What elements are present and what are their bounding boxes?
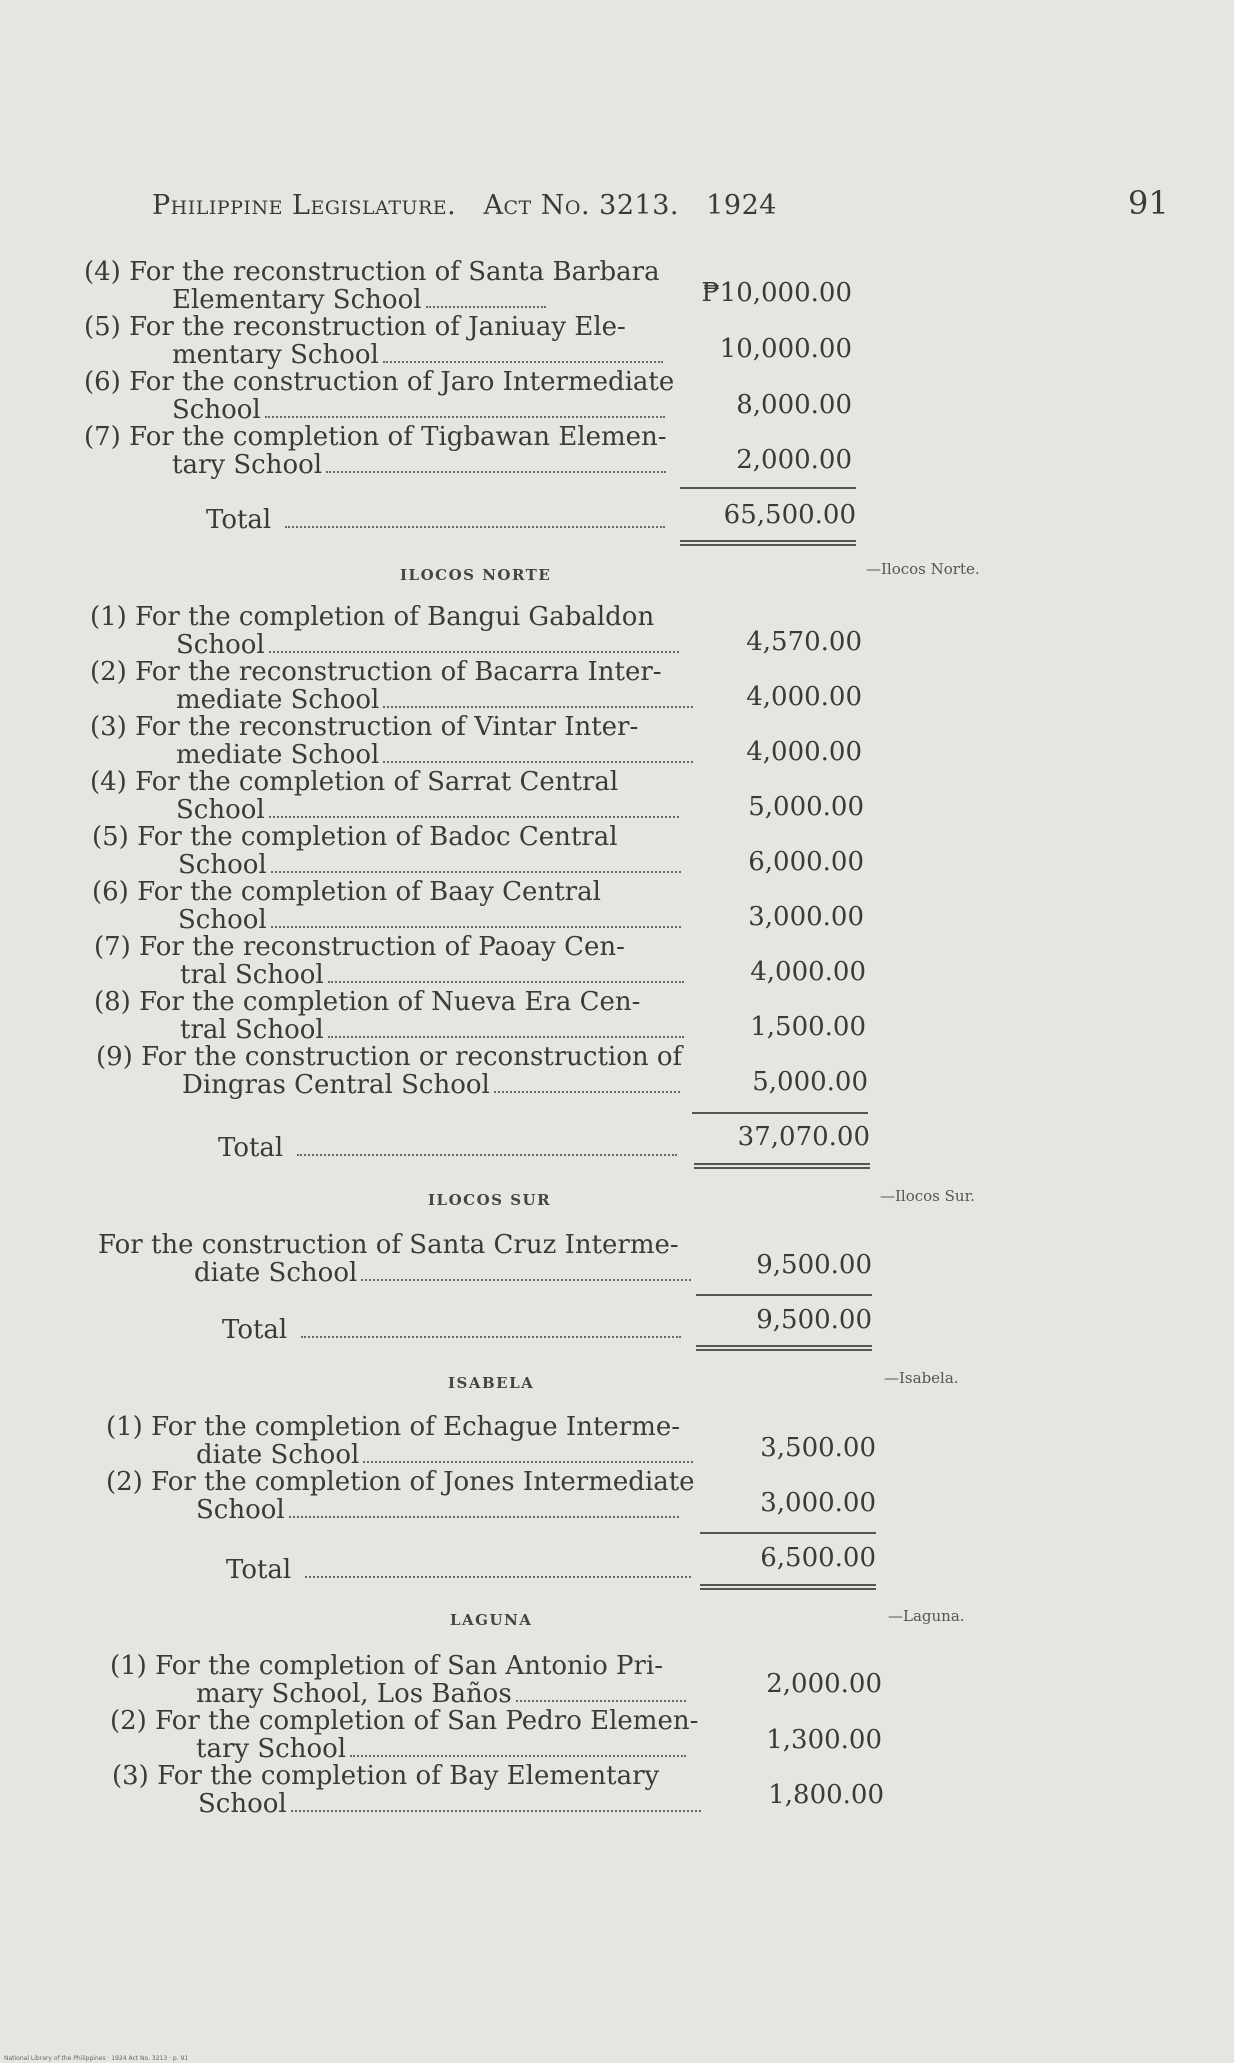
item-amount: 9,500.00 bbox=[756, 1250, 872, 1280]
list-item: (8) For the completion of Nueva Era Cen- tral School bbox=[94, 988, 684, 1044]
list-item: (4) For the completion of Sarrat Central School bbox=[90, 768, 679, 824]
subtotal-rule bbox=[680, 487, 856, 489]
total-double-rule bbox=[694, 1163, 870, 1169]
list-item: For the construction of Santa Cruz Interme- diate School bbox=[98, 1231, 691, 1287]
total-amount: 6,500.00 bbox=[760, 1543, 876, 1573]
total-double-rule bbox=[700, 1584, 876, 1590]
running-header bbox=[152, 190, 777, 221]
list-item: (5) For the completion of Badoc Central School bbox=[92, 823, 681, 879]
total-label: Total bbox=[206, 505, 665, 535]
item-amount: 2,000.00 bbox=[766, 1669, 882, 1699]
item-amount: 6,000.00 bbox=[748, 847, 864, 877]
list-item: (7) For the completion of Tigbawan Elemen- tary School bbox=[84, 422, 667, 480]
header-legislature: Philippine Legislature. bbox=[152, 190, 457, 221]
item-amount: 5,000.00 bbox=[748, 792, 864, 822]
list-item: (6) For the construction of Jaro Intermediate School bbox=[84, 367, 675, 425]
total-amount: 65,500.00 bbox=[723, 500, 856, 530]
item-amount: 1,500.00 bbox=[750, 1012, 866, 1042]
item-amount: 10,000.00 bbox=[719, 334, 852, 364]
list-item: (6) For the completion of Baay Central School bbox=[92, 878, 681, 934]
item-amount: 3,000.00 bbox=[760, 1488, 876, 1518]
list-item: (4) For the reconstruction of Santa Barbara Elementary School bbox=[84, 257, 660, 315]
item-amount: 1,800.00 bbox=[768, 1780, 884, 1810]
header-act: Act No. 3213. bbox=[483, 190, 679, 221]
item-amount: 4,000.00 bbox=[750, 957, 866, 987]
total-label: Total bbox=[222, 1315, 681, 1345]
item-amount: ₱10,000.00 bbox=[701, 278, 852, 308]
item-amount: 4,000.00 bbox=[746, 737, 862, 767]
scan-footer: National Library of the Philippines · 1924 Act No. 3213 · p. 91 bbox=[4, 2055, 189, 2062]
subtotal-rule bbox=[696, 1294, 872, 1296]
list-item: (5) For the reconstruction of Janiuay Ele- mentary School bbox=[84, 313, 663, 369]
item-amount: 4,000.00 bbox=[746, 682, 862, 712]
header-year: 1924 bbox=[706, 190, 777, 221]
list-item: (1) For the completion of Bangui Gabaldon School bbox=[90, 603, 679, 659]
item-amount: 4,570.00 bbox=[746, 627, 862, 657]
list-item: (2) For the completion of San Pedro Elemen- tary School bbox=[110, 1706, 699, 1764]
item-amount: 8,000.00 bbox=[736, 390, 852, 420]
margin-note-isabela: —Isabela. bbox=[884, 1369, 959, 1387]
total-label: Total bbox=[218, 1133, 677, 1163]
margin-note-ilocos-sur: —Ilocos Sur. bbox=[880, 1187, 975, 1205]
margin-note-laguna: —Laguna. bbox=[888, 1607, 965, 1625]
total-double-rule bbox=[696, 1345, 872, 1351]
section-heading-laguna: LAGUNA bbox=[450, 1611, 533, 1629]
total-amount: 37,070.00 bbox=[737, 1122, 870, 1152]
item-amount: 2,000.00 bbox=[736, 445, 852, 475]
item-amount: 3,500.00 bbox=[760, 1433, 876, 1463]
section-heading-isabela: ISABELA bbox=[448, 1374, 535, 1392]
section-heading-ilocos-norte: ILOCOS NORTE bbox=[400, 566, 552, 584]
item-amount: 5,000.00 bbox=[752, 1067, 868, 1097]
list-item: (2) For the reconstruction of Bacarra Inter- mediate School bbox=[90, 658, 693, 714]
list-item: (3) For the completion of Bay Elementary School bbox=[112, 1762, 701, 1818]
subtotal-rule bbox=[692, 1112, 868, 1114]
list-item: (1) For the completion of Echague Interme- diate School bbox=[106, 1413, 693, 1469]
item-amount: 1,300.00 bbox=[766, 1725, 882, 1755]
page-number: 91 bbox=[1128, 184, 1169, 222]
list-item: (7) For the reconstruction of Paoay Cen- tral School bbox=[94, 933, 684, 989]
total-double-rule bbox=[680, 540, 856, 546]
list-item: (1) For the completion of San Antonio Pri- mary School, Los Baños bbox=[110, 1652, 686, 1708]
total-label: Total bbox=[226, 1555, 691, 1585]
margin-note-ilocos-norte: —Ilocos Norte. bbox=[866, 560, 980, 578]
total-amount: 9,500.00 bbox=[756, 1305, 872, 1335]
subtotal-rule bbox=[700, 1532, 876, 1534]
section-heading-ilocos-sur: ILOCOS SUR bbox=[428, 1191, 552, 1209]
list-item: (2) For the completion of Jones Intermediate School bbox=[106, 1467, 695, 1525]
list-item: (9) For the construction or reconstruction of Dingras Central School bbox=[96, 1042, 683, 1100]
list-item: (3) For the reconstruction of Vintar Inter- mediate School bbox=[90, 713, 693, 769]
item-amount: 3,000.00 bbox=[748, 902, 864, 932]
